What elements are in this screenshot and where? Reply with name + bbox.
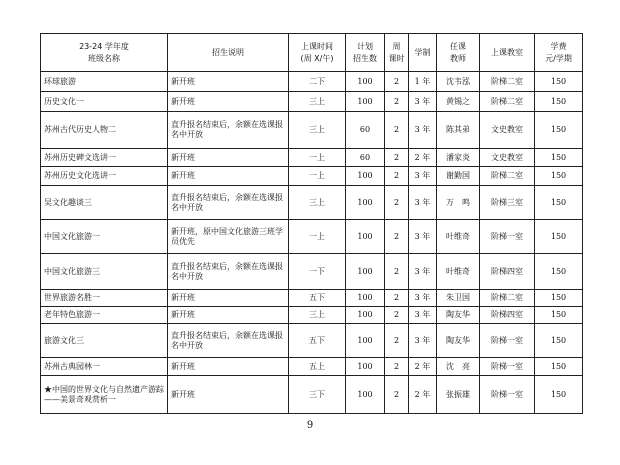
fee-cell: 150: [535, 72, 583, 92]
fee-label-1: 学费: [550, 41, 567, 51]
fee-label-2: 元/学期: [545, 53, 572, 63]
table-row: [41, 72, 583, 92]
years-cell: 3 年: [409, 167, 437, 186]
class-name-cell: 苏州古代历史人物二: [41, 112, 168, 149]
time-cell: 一上: [289, 149, 346, 167]
note-cell: 直升报名结束后，余额在选课报名中开放: [168, 324, 289, 358]
hours-cell: 2: [385, 290, 409, 307]
time-cell: 三下: [289, 376, 346, 414]
class-name-cell: 旅游文化三: [41, 324, 168, 358]
hours-cell: 2: [385, 358, 409, 376]
teacher-cell: 张振雄: [437, 376, 480, 414]
years-cell: 3 年: [409, 220, 437, 254]
note-cell: 新开班: [168, 376, 289, 414]
class-name-cell: 历史文化一: [41, 92, 168, 112]
years-cell: 2 年: [409, 376, 437, 414]
week-label-1: 周: [392, 41, 401, 51]
fee-cell: 150: [535, 149, 583, 167]
table-row: [41, 307, 583, 324]
room-cell: 阶梯一室: [480, 376, 535, 414]
week-label-2: 课时: [388, 53, 405, 63]
teacher-cell: 叶维奇: [437, 220, 480, 254]
note-cell: 新开班: [168, 290, 289, 307]
table-row: [41, 358, 583, 376]
header-row: [41, 34, 583, 72]
fee-cell: 150: [535, 220, 583, 254]
header-fee: [535, 34, 583, 72]
hours-cell: 2: [385, 186, 409, 220]
plan-cell: 60: [346, 149, 385, 167]
header-teacher: [437, 34, 480, 72]
time-cell: 三上: [289, 186, 346, 220]
time-cell: 五下: [289, 290, 346, 307]
note-cell: 新开班: [168, 307, 289, 324]
plan-cell: 100: [346, 186, 385, 220]
plan-cell: 100: [346, 167, 385, 186]
plan-cell: 100: [346, 290, 385, 307]
teacher-cell: 陶友华: [437, 324, 480, 358]
fee-cell: 150: [535, 92, 583, 112]
page-number: 9: [306, 420, 314, 431]
teacher-cell: 潘家炎: [437, 149, 480, 167]
room-cell: 阶梯四室: [480, 307, 535, 324]
teacher-cell: 叶维奇: [437, 254, 480, 290]
hours-cell: 2: [385, 307, 409, 324]
table-row: [41, 254, 583, 290]
plan-cell: 100: [346, 358, 385, 376]
table-row: [41, 186, 583, 220]
fee-cell: 150: [535, 167, 583, 186]
class-name-cell: 老年特色旅游一: [41, 307, 168, 324]
room-cell: 阶梯一室: [480, 358, 535, 376]
table-row: [41, 92, 583, 112]
note-cell: 新开班: [168, 92, 289, 112]
note-cell: 新开班: [168, 167, 289, 186]
note-cell: 直升报名结束后，余额在选课报名中开放: [168, 186, 289, 220]
class-name-cell: 吴文化趣谈三: [41, 186, 168, 220]
time-label-2: (周 X/午): [300, 53, 334, 63]
teacher-cell: 沈 亮: [437, 358, 480, 376]
table-row: [41, 149, 583, 167]
header-time: [289, 34, 346, 72]
time-cell: 一下: [289, 254, 346, 290]
time-cell: 五下: [289, 324, 346, 358]
room-cell: 阶梯二室: [480, 290, 535, 307]
note-cell: 直升报名结束后，余额在选课报名中开放: [168, 112, 289, 149]
course-schedule-table: [40, 33, 583, 414]
years-cell: 3 年: [409, 290, 437, 307]
years-cell: 1 年: [409, 72, 437, 92]
plan-cell: 60: [346, 112, 385, 149]
class-name-cell: ★中国的世界文化与自然遗产游踪——美景奇观赏析一: [41, 376, 168, 414]
header-class-name: [41, 34, 168, 72]
time-cell: 三上: [289, 92, 346, 112]
class-name-cell: 中国文化旅游三: [41, 254, 168, 290]
teacher-label-1: 任课: [450, 41, 466, 51]
years-cell: 2 年: [409, 149, 437, 167]
time-cell: 一上: [289, 167, 346, 186]
teacher-cell: 沈韦泓: [437, 72, 480, 92]
note-cell: 新开班: [168, 149, 289, 167]
time-cell: 二下: [289, 72, 346, 92]
years-cell: 3 年: [409, 186, 437, 220]
fee-cell: 150: [535, 254, 583, 290]
class-name-cell: 世界旅游名胜一: [41, 290, 168, 307]
table-row: [41, 220, 583, 254]
hours-cell: 2: [385, 376, 409, 414]
years-cell: 3 年: [409, 324, 437, 358]
time-label-1: 上课时间: [301, 41, 333, 51]
room-cell: 文史教室: [480, 112, 535, 149]
table-row: [41, 112, 583, 149]
hours-cell: 2: [385, 149, 409, 167]
plan-cell: 100: [346, 220, 385, 254]
note-cell: 直升报名结束后，余额在选课报名中开放: [168, 254, 289, 290]
hours-cell: 2: [385, 324, 409, 358]
table-row: [41, 167, 583, 186]
plan-label-2: 招生数: [353, 53, 377, 63]
teacher-cell: 谢勤国: [437, 167, 480, 186]
fee-cell: 150: [535, 376, 583, 414]
room-cell: 阶梯二室: [480, 72, 535, 92]
years-cell: 2 年: [409, 358, 437, 376]
room-cell: 文史教室: [480, 149, 535, 167]
room-cell: 阶梯一室: [480, 324, 535, 358]
hours-cell: 2: [385, 112, 409, 149]
room-cell: 阶梯二室: [480, 167, 535, 186]
room-cell: 阶梯一室: [480, 220, 535, 254]
years-cell: 3 年: [409, 92, 437, 112]
hours-cell: 2: [385, 254, 409, 290]
class-name-cell: 环球旅游: [41, 72, 168, 92]
class-name-cell: 中国文化旅游一: [41, 220, 168, 254]
hours-cell: 2: [385, 220, 409, 254]
fee-cell: 150: [535, 307, 583, 324]
note-cell: 新开班: [168, 358, 289, 376]
table-row: [41, 324, 583, 358]
hours-cell: 2: [385, 72, 409, 92]
time-cell: 五上: [289, 358, 346, 376]
fee-cell: 150: [535, 358, 583, 376]
table-row: [41, 376, 583, 414]
room-cell: 阶梯二室: [480, 92, 535, 112]
plan-cell: 100: [346, 307, 385, 324]
class-name-label: 班级名称: [88, 53, 120, 63]
room-cell: 阶梯四室: [480, 254, 535, 290]
teacher-label-2: 教师: [450, 53, 466, 63]
plan-cell: 100: [346, 324, 385, 358]
plan-cell: 100: [346, 254, 385, 290]
header-plan: [346, 34, 385, 72]
table-row: [41, 290, 583, 307]
teacher-cell: 陶友华: [437, 307, 480, 324]
header-note: 招生说明: [168, 34, 289, 72]
fee-cell: 150: [535, 112, 583, 149]
fee-cell: 150: [535, 290, 583, 307]
class-name-cell: 苏州历史文化选讲一: [41, 167, 168, 186]
plan-cell: 100: [346, 92, 385, 112]
class-name-cell: 苏州历史碑文选讲一: [41, 149, 168, 167]
teacher-cell: 万 鸣: [437, 186, 480, 220]
header-room: 上课教室: [480, 34, 535, 72]
years-cell: 3 年: [409, 112, 437, 149]
hours-cell: 2: [385, 167, 409, 186]
year-label: 23-24 学年度: [79, 41, 129, 51]
time-cell: 三上: [289, 112, 346, 149]
fee-cell: 150: [535, 186, 583, 220]
years-cell: 3 年: [409, 307, 437, 324]
header-week-hours: [385, 34, 409, 72]
teacher-cell: 黄锡之: [437, 92, 480, 112]
note-cell: 新开班: [168, 72, 289, 92]
plan-cell: 100: [346, 72, 385, 92]
years-cell: 3 年: [409, 254, 437, 290]
note-cell: 新开班，原中国文化旅游三班学员优先: [168, 220, 289, 254]
hours-cell: 2: [385, 92, 409, 112]
time-cell: 一上: [289, 220, 346, 254]
plan-cell: 100: [346, 376, 385, 414]
class-name-cell: 苏州古典园林一: [41, 358, 168, 376]
header-system: 学制: [409, 34, 437, 72]
plan-label-1: 计划: [357, 41, 373, 51]
room-cell: 阶梯三室: [480, 186, 535, 220]
fee-cell: 150: [535, 324, 583, 358]
teacher-cell: 朱卫国: [437, 290, 480, 307]
time-cell: 三上: [289, 307, 346, 324]
teacher-cell: 陈其弟: [437, 112, 480, 149]
